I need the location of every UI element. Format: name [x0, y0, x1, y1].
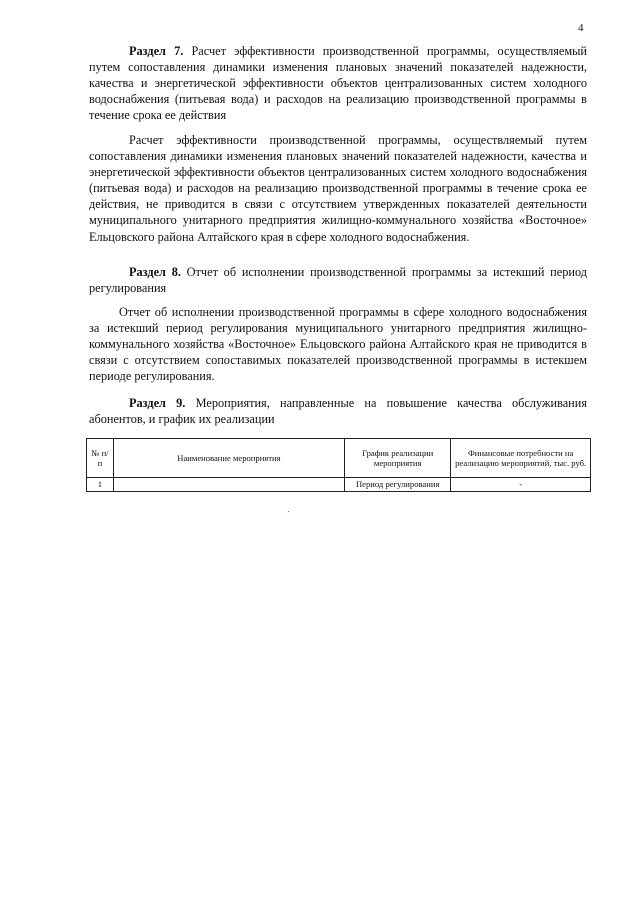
table-row: [87, 478, 591, 492]
page-number: 4: [578, 22, 584, 34]
measures-table: [86, 438, 591, 492]
measures-table-body: [87, 478, 591, 492]
table-cell-name: [113, 478, 344, 492]
scan-speck: [288, 511, 289, 512]
section-9-heading-text: Мероприятия, направленные на повышение качества обслуживания абонентов, и график их реализации: [89, 396, 588, 427]
section-9-heading: [89, 395, 587, 427]
column-header-schedule: График реализации мероприятия: [345, 439, 451, 478]
section-8-body: [89, 304, 587, 384]
table-cell-schedule: Период регулирования: [345, 478, 451, 492]
section-7-heading: [89, 43, 587, 123]
column-header-name: Наименование мероприятия: [113, 439, 344, 478]
column-header-finance: Финансовые потребности на реализацию мероприятий, тыс. руб.: [451, 439, 591, 478]
measures-table-header: [87, 439, 591, 478]
section-7-label: Раздел 7.: [129, 44, 184, 58]
section-8-heading: [89, 264, 587, 296]
table-cell-finance: -: [451, 478, 591, 492]
section-7-paragraph: Расчет эффективности производственной программы, осуществляемый путем сопоставления динамики изменения плановых значений показателей надежности, качества и энергетической эффективности объектов централизованных систем холодного водоснабжения (питьевая вода) и расходов на реализацию производственной программы в течение срока ее действия, не приводится в связи с отсутствием утвержденных показателей деятельности муниципального унитарного предприятия жилищно-коммунального хозяйства «Восточное» Ельцовского района Алтайского края в сфере холодного водоснабжения.: [89, 133, 587, 244]
section-9-label: Раздел 9.: [129, 396, 186, 410]
section-8-heading-text: Отчет об исполнении производственной программы за истекший период регулирования: [89, 265, 587, 296]
measures-table-header-row: [87, 439, 591, 478]
table-cell-number: 1: [87, 478, 114, 492]
section-8-label: Раздел 8.: [129, 265, 181, 279]
section-7-body: [89, 132, 587, 245]
section-7-heading-text: Расчет эффективности производственной программы, осуществляемый путем сопоставления динамики изменения плановых значений показателей надежности, качества и энергетической эффективности объектов централизованных систем холодного водоснабжения (питьевая вода) и расходов на реализацию производственной программы в течение срока ее действия: [89, 44, 587, 123]
section-8-paragraph: Отчет об исполнении производственной программы в сфере холодного водоснабжения за истекший период регулирования муниципального унитарного предприятия жилищно-коммунального хозяйства «Восточное» Ельцовского района Алтайского края не приводится в связи с отсутствием сопоставимых показателей производственной программы в истекшем периоде регулирования.: [89, 305, 587, 384]
column-header-number: № п/п: [87, 439, 114, 478]
